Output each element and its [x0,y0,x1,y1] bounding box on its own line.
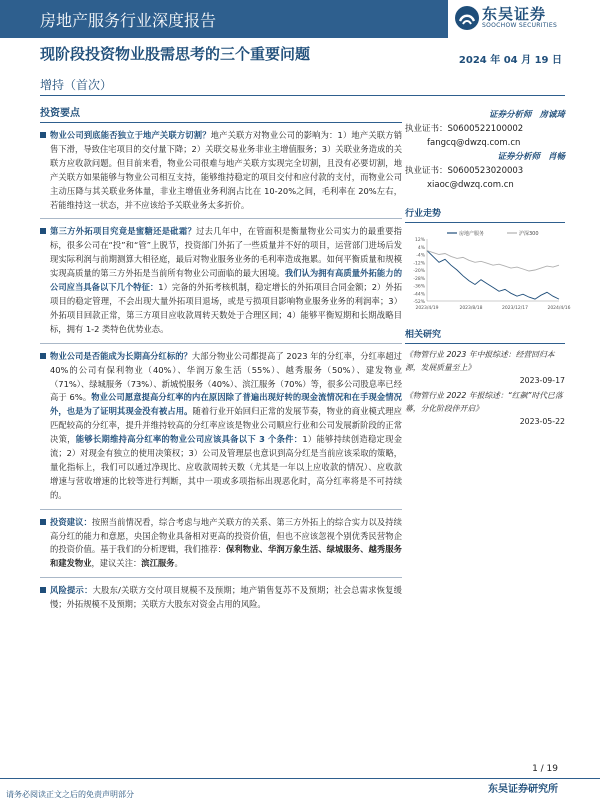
y-tick-label: -20% [413,269,425,274]
point-3-heading: 物业公司是否能成为长期高分红标的？ [50,350,192,361]
legend-label-2: 沪深300 [519,231,539,237]
related-report-1[interactable]: 《物管行业 2023 年中报综述：经营回归本源，发展质量至上》 [405,350,555,372]
institute-name: 东吴证券研究所 [488,784,558,795]
report-title: 现阶段投资物业股需思考的三个重要问题 [40,45,311,63]
trend-chart-svg [405,227,571,313]
disclaimer: 请务必阅读正文之后的免责声明部分 [6,790,134,799]
analyst-2-email[interactable]: xiaoc@dwzq.com.cn [427,180,514,190]
analyst-2-name: 肖畅 [547,152,565,162]
divider [40,509,402,510]
related-report-2[interactable]: 《物管行业 2022 年报综述：“红飙”时代已落幕，分化阶段伴开启》 [405,391,563,413]
legend-label-1: 房地产服务 [459,231,485,237]
point-3 [40,350,402,503]
bullet-icon [40,353,46,359]
x-tick-label: 2023/12/17 [502,306,528,311]
brand-logo [448,0,600,38]
point-3-emphasis: 物业公司愿意提高分红率的内在原因除了普遍出现好转的现金流情况和在手现金情况外，也是为了证明其现金没有被占用。 [50,392,402,417]
advice-text-2: ，建议关注： [91,558,142,569]
rating-label: 增持（首次） [40,78,113,92]
bullet-icon [40,132,46,138]
advice-text-3: 。 [174,558,183,569]
page-number: 1 / 19 [532,764,558,774]
header-divider [40,95,565,96]
analyst-1-role: 证券分析师 [488,110,532,120]
analyst-1-name: 房诚琦 [539,110,565,120]
divider [40,577,402,578]
risk-text: 大股东/关联方交付项目规模不及预期；地产销售复苏不及预期；社会总需求恢复缓慢；外拓规模不及预期；关联方大股东对资金占用的风险。 [50,585,402,610]
section-title: 投资要点 [40,108,80,119]
footer-rule [0,778,600,779]
y-tick-label: -44% [413,292,425,298]
report-date: 2024 年 04 月 19 日 [458,55,562,66]
point-3-text-3: 1）能够持续创造稳定现金流；2）对现金有独立的使用决策权；3）公司及管理层也意识到高分红是当前应该采取的策略，量化指标上，我们可以通过净现比、应收款周转天数（尤其是一年以上应收款的情况）、应收款增速与营收增速的比较等进行判断，其中一项或多项指标出现恶化时，高分红率将是不可持续的。 [50,434,402,500]
point-2-heading: 第三方外拓项目究竟是蜜糖还是砒霜？ [50,226,197,237]
analyst-2-role: 证券分析师 [497,152,540,162]
analyst-1-email[interactable]: fangcq@dwzq.com.cn [427,138,521,148]
x-tick-label: 2023/8/18 [459,306,483,311]
advice-heading: 投资建议： [50,516,92,527]
risk-warning [40,584,402,612]
related-report-2-date: 2023-05-22 [519,417,565,426]
section-rule [40,122,402,123]
related-rule [405,343,565,344]
point-2-text-2: 1）完备的外拓考核机制，稳定增长的外拓项目合同金额；2）外拓项目的稳定管理，不会出现大量外拓项目退场，或是亏损项目影响物业服务业务的利润率；3）外拓项目回款正常，第三方项目应收款周转天数处于合理区间；4）能够平衡短期和长期战略目标，拥有 1-2 类特色优势业态。 [50,282,402,334]
trend-rule [405,222,565,223]
point-1 [40,129,402,212]
logo-name: 东吴证券 [482,5,547,23]
analyst-1-cert: 执业证书：S0600522100002 [405,124,524,134]
y-tick-label: -4% [416,253,425,259]
sidebar [405,108,571,426]
point-3-text-2: 随着行业开始回归正常的发展节奏，物业的商业模式理应匹配较高的分红率，提升并维持较高的分红率应该是物业公司顺应行业和公司发展新阶段的正常决策， [50,406,402,445]
report-type: 房地产服务行业深度报告 [40,11,217,30]
trend-title: 行业走势 [405,209,442,219]
y-tick-label: -36% [413,284,425,290]
investment-advice [40,516,402,572]
logo-name-en: SOOCHOW SECURITIES [482,22,558,29]
logo-mark-icon [454,5,480,31]
y-tick-label: -12% [413,261,425,267]
point-2-text: 过去几年中，在管面积是衡量物业公司实力的最重要指标，很多公司在“投”和“管”上脱节，投资部门外拓了一些质量并不好的项目，运营部门进场后发现实际利润与前期测算大相径庭，最后对物业服务业务的毛利率造成拖累。如何平衡质量和规模实现高质量的第三方外拓是当前所有物业公司面临的最大困境。 [50,226,402,279]
x-tick-label: 2024/4/16 [547,306,571,311]
point-1-text: 地产关联方对物业公司的影响为：1）地产关联方销售下滑，导致住宅项目的交付量下降；2）关联交易业务非业主增值服务；3）关联业务造成的关联方应收款问题。但目前来看，物业公司很难与地产关联方实现完全切割，且没有必要切割，地产关联方如果能够与物业公司相互支持，能够维持稳定的项目交付和应付款的支付，而物业公司主动压降与其关联业务体量，非业主增值业务利润占比在 10-20%之间，毛利率在 20%左右，若能维持这一状态，并不应该给予关联业务太多折价。 [50,130,402,210]
point-2-emphasis: 我们认为拥有高质量外拓能力的公司应当具备以下几个特征： [50,268,402,293]
y-tick-label: -52% [413,300,425,305]
trend-chart [405,227,571,313]
point-2 [40,225,402,336]
related-title: 相关研究 [405,330,442,340]
related-report-1-date: 2023-09-17 [519,376,565,385]
point-3-text: 大部分物业公司都提高了 2023 年的分红率，分红率超过 40%的公司有保利物业（40%）、华润万象生活（55%）、越秀服务（50%）、建发物业（71%）、绿城服务（73%）、新城悦服务（40%）、滨江服务（70%）等，很多公司股息率已经高于 6%。 [50,350,402,403]
bullet-icon [40,228,46,234]
advice-text: 按照当前情况看，综合考虑与地产关联方的关系、第三方外拓上的综合实力以及持续高分红的能力和意愿，央国企物业具备相对更高的投资价值，但也不应该忽视个别优秀民营物企的投资价值。基于我们的分析逻辑，我们推荐： [50,516,402,555]
divider [40,343,402,344]
divider [40,218,402,219]
point-3-emphasis-2: 能够长期维持高分红率的物业公司应该具备以下 3 个条件： [75,434,303,445]
y-tick-label: 12% [414,238,425,243]
main-content [40,100,402,612]
x-tick-label: 2023/4/19 [415,306,439,311]
risk-heading: 风险提示： [50,585,93,596]
advice-watch: 滨江服务 [141,558,175,569]
analyst-block-2 [405,150,565,192]
bullet-icon [40,519,46,525]
analyst-block-1 [405,108,565,150]
y-tick-label: 4% [417,245,425,251]
y-tick-label: -28% [413,276,425,282]
advice-picks: 保利物业、华润万象生活、绿城服务、越秀服务和建发物业 [50,544,402,569]
bullet-icon [40,587,46,593]
point-1-heading: 物业公司到底能否独立于地产关联方切割？ [50,130,211,140]
series-line-1 [427,251,559,300]
analyst-2-cert: 执业证书：S0600523020003 [405,166,524,176]
